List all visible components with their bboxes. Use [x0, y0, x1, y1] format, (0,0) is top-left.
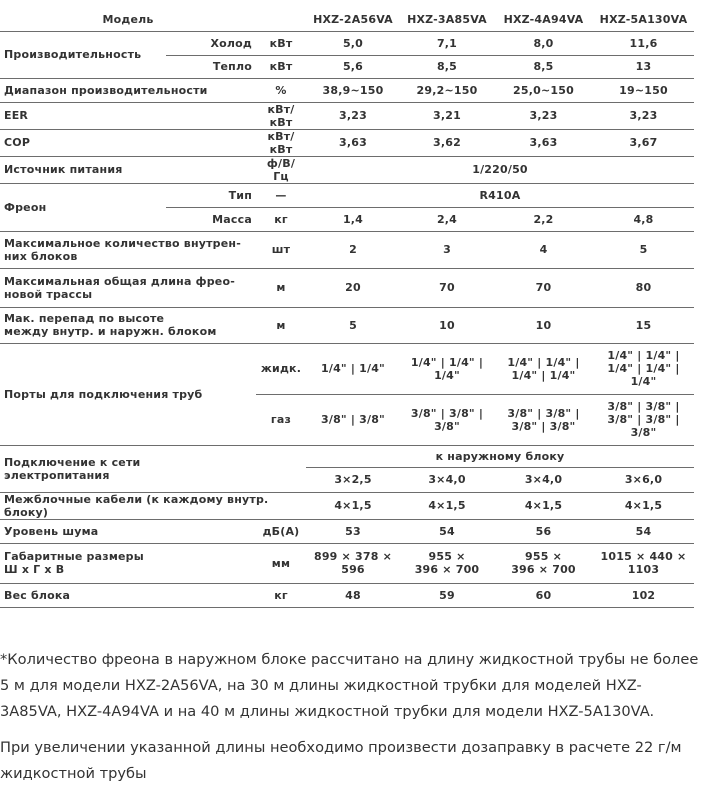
value-cell: 8,5 — [494, 55, 593, 78]
value-cell: 25,0~150 — [494, 78, 593, 102]
port-value-cell: 3/8" | 3/8" | 3/8" | 3/8" — [494, 394, 593, 445]
value-cell: 56 — [494, 519, 593, 543]
unit-cell: кг — [256, 583, 306, 607]
ports-liquid-label: жидк. — [256, 343, 306, 394]
model-name: HXZ-2A56VA — [306, 8, 400, 31]
value-cell: 54 — [400, 519, 494, 543]
value-cell: 60 — [494, 583, 593, 607]
value-cell: 10 — [400, 307, 494, 343]
value-cell: 955 × 396 × 700 — [400, 543, 494, 583]
mains-label: Подключение к сети электропитания — [0, 445, 256, 492]
port-value-cell: 1/4" | 1/4" | 1/4" | 1/4" — [494, 343, 593, 394]
value-cell: 3×2,5 — [306, 467, 400, 492]
max-height-row — [0, 307, 694, 343]
cables-row — [0, 492, 694, 519]
mains-span-row — [0, 445, 694, 467]
value-cell: 59 — [400, 583, 494, 607]
model-name: HXZ-3A85VA — [400, 8, 494, 31]
capacity-heat-label: Тепло — [166, 55, 256, 78]
value-cell: 20 — [306, 268, 400, 307]
unit-cell: шт — [256, 231, 306, 268]
value-cell: 3,63 — [306, 129, 400, 156]
freon-type-row — [0, 183, 694, 207]
unit-cell: % — [256, 78, 306, 102]
value-cell: 5,0 — [306, 31, 400, 55]
value-cell: 5 — [593, 231, 694, 268]
value-cell: 3×4,0 — [400, 467, 494, 492]
footnote-freon: *Количество фреона в наружном блоке рассчитано на длину жидкостной трубы не более 5 м для модели HXZ-2A56VA, на 30 м длины жидкостной трубки для моделей HXZ-3A85VA, HXZ-4A94VA и на 40 м длины жидкостной трубки для модели HXZ-5A130VA. — [0, 651, 699, 720]
noise-row — [0, 519, 694, 543]
value-cell: 3,67 — [593, 129, 694, 156]
value-cell: 1015 × 440 × 1103 — [593, 543, 694, 583]
power-value: 1/220/50 — [306, 156, 694, 183]
freon-type-label: Тип — [166, 183, 256, 207]
value-cell: 102 — [593, 583, 694, 607]
value-cell: 38,9~150 — [306, 78, 400, 102]
unit-cell: мм — [256, 543, 306, 583]
model-name: HXZ-4A94VA — [494, 8, 593, 31]
unit-cell: дБ(А) — [256, 519, 306, 543]
dims-row — [0, 543, 694, 583]
dims-label: Габаритные размеры Ш х Г х В — [0, 543, 256, 583]
port-value-cell: 1/4" | 1/4" | 1/4" — [400, 343, 494, 394]
max-length-label: Максимальная общая длина фрео- новой трассы — [0, 268, 256, 307]
capacity-label: Производительность — [0, 31, 166, 78]
value-cell: 5 — [306, 307, 400, 343]
value-cell: 3,23 — [306, 102, 400, 129]
capacity-cold-row — [0, 31, 694, 55]
model-name: HXZ-5A130VA — [593, 8, 694, 31]
capacity-cold-label: Холод — [166, 31, 256, 55]
value-cell: 53 — [306, 519, 400, 543]
value-cell: 955 × 396 × 700 — [494, 543, 593, 583]
power-row — [0, 156, 694, 183]
freon-mass-label: Масса — [166, 207, 256, 231]
weight-row — [0, 583, 694, 607]
value-cell: 8,5 — [400, 55, 494, 78]
value-cell: 80 — [593, 268, 694, 307]
max-length-row — [0, 268, 694, 307]
value-cell: 10 — [494, 307, 593, 343]
range-label: Диапазон производительности — [0, 78, 256, 102]
unit-cell: м — [256, 307, 306, 343]
port-value-cell: 1/4" | 1/4" | 1/4" | 1/4" | 1/4" — [593, 343, 694, 394]
value-cell: 19~150 — [593, 78, 694, 102]
value-cell: 4×1,5 — [593, 492, 694, 519]
freon-type-value: R410A — [306, 183, 694, 207]
unit-cell: кВт/кВт — [256, 102, 306, 129]
value-cell: 4×1,5 — [306, 492, 400, 519]
eer-row — [0, 102, 694, 129]
value-cell: 5,6 — [306, 55, 400, 78]
unit-cell: — — [256, 183, 306, 207]
power-label: Источник питания — [0, 156, 256, 183]
port-value-cell: 1/4" | 1/4" — [306, 343, 400, 394]
value-cell: 3,62 — [400, 129, 494, 156]
value-cell: 2 — [306, 231, 400, 268]
unit-cell: м — [256, 268, 306, 307]
port-value-cell: 3/8" | 3/8" | 3/8" | 3/8" | 3/8" — [593, 394, 694, 445]
value-cell: 15 — [593, 307, 694, 343]
value-cell: 13 — [593, 55, 694, 78]
ports-label: Порты для подключения труб — [0, 343, 256, 445]
ports-gas-label: газ — [256, 394, 306, 445]
value-cell: 29,2~150 — [400, 78, 494, 102]
range-row — [0, 78, 694, 102]
port-value-cell: 3/8" | 3/8" — [306, 394, 400, 445]
mains-span-label: к наружному блоку — [306, 445, 694, 467]
value-cell: 3 — [400, 231, 494, 268]
weight-label: Вес блока — [0, 583, 256, 607]
spec-table — [0, 8, 694, 608]
value-cell: 70 — [494, 268, 593, 307]
value-cell: 4,8 — [593, 207, 694, 231]
value-cell: 2,4 — [400, 207, 494, 231]
mains-unit-cell — [256, 445, 306, 492]
port-value-cell: 3/8" | 3/8" | 3/8" — [400, 394, 494, 445]
unit-cell: ф/В/Гц — [256, 156, 306, 183]
value-cell: 3×6,0 — [593, 467, 694, 492]
value-cell: 899 × 378 × 596 — [306, 543, 400, 583]
value-cell: 8,0 — [494, 31, 593, 55]
unit-cell: кВт — [256, 31, 306, 55]
value-cell: 2,2 — [494, 207, 593, 231]
model-header: Модель — [0, 8, 256, 31]
value-cell: 3,23 — [494, 102, 593, 129]
noise-label: Уровень шума — [0, 519, 256, 543]
max-units-row — [0, 231, 694, 268]
unit-cell: кг — [256, 207, 306, 231]
header-row — [0, 8, 694, 31]
value-cell: 4 — [494, 231, 593, 268]
value-cell: 1,4 — [306, 207, 400, 231]
cables-label: Межблочные кабели (к каждому внутр. блоку) — [0, 492, 306, 519]
eer-label: EER — [0, 102, 256, 129]
max-height-label: Мак. перепад по высоте между внутр. и наружн. блоком — [0, 307, 256, 343]
cop-row — [0, 129, 694, 156]
value-cell: 3,23 — [593, 102, 694, 129]
header-unit-cell — [256, 8, 306, 31]
value-cell: 70 — [400, 268, 494, 307]
value-cell: 4×1,5 — [494, 492, 593, 519]
unit-cell: кВт/кВт — [256, 129, 306, 156]
cop-label: COP — [0, 129, 256, 156]
value-cell: 3,21 — [400, 102, 494, 129]
value-cell: 54 — [593, 519, 694, 543]
value-cell: 4×1,5 — [400, 492, 494, 519]
unit-cell: кВт — [256, 55, 306, 78]
value-cell: 48 — [306, 583, 400, 607]
value-cell: 3,63 — [494, 129, 593, 156]
value-cell: 3×4,0 — [494, 467, 593, 492]
value-cell: 11,6 — [593, 31, 694, 55]
max-units-label: Максимальное количество внутрен- них блоков — [0, 231, 256, 268]
value-cell: 7,1 — [400, 31, 494, 55]
ports-liquid-row — [0, 343, 694, 394]
footnotes — [0, 647, 700, 787]
freon-label: Фреон — [0, 183, 166, 231]
footnote-refill: При увеличении указанной длины необходимо произвести дозаправку в расчете 22 г/м жидкостной трубы — [0, 739, 682, 782]
